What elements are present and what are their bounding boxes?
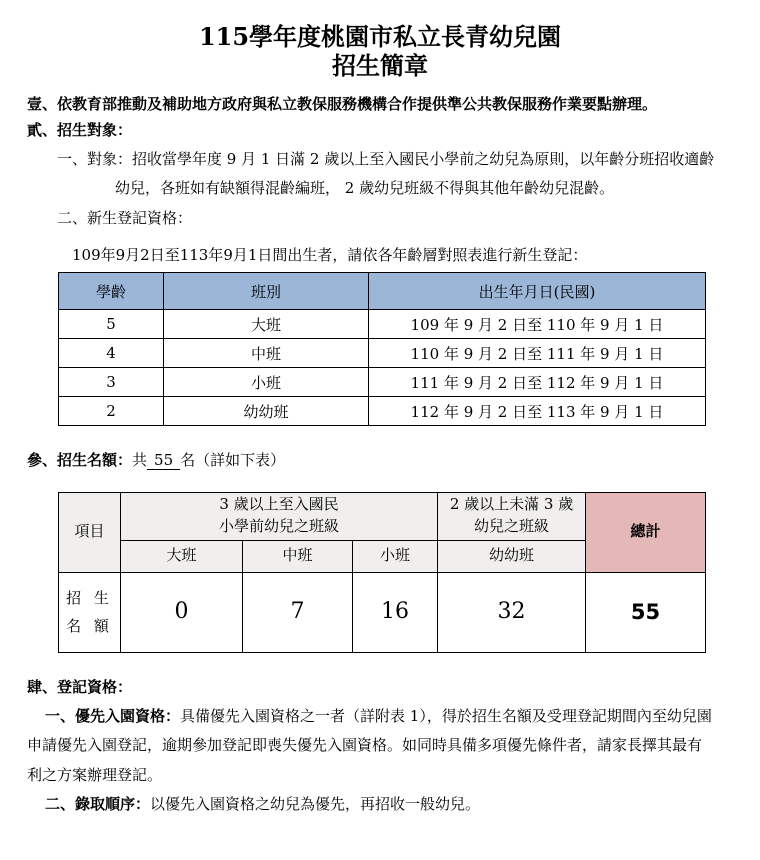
registration-item1-line1 bbox=[45, 706, 734, 727]
page-title-line1: 115學年度桃園市私立長青幼兒園 bbox=[198, 22, 562, 51]
dob-cell: 111 年 9 月 2 日至 112 年 9 月 1 日 bbox=[369, 368, 706, 397]
quota-group-header-row bbox=[59, 492, 706, 540]
page-title-line2: 招生簡章 bbox=[332, 51, 428, 81]
class-cell: 大班 bbox=[164, 310, 369, 339]
age-table-row bbox=[59, 397, 706, 426]
age-cell: 5 bbox=[59, 310, 164, 339]
subheader-dabn: 大班 bbox=[121, 540, 243, 572]
age-table-intro: 109年9月2日至113年9月1日間出生者，請依各年齡層對照表進行新生登記： bbox=[72, 246, 588, 265]
quota-values-row bbox=[59, 572, 706, 652]
section-2-item1-line1: 一、對象：招收當學年度 9 月 1 日滿 2 歲以上至入國民小學前之幼兒為原則，以年齡分班招收適齡 bbox=[57, 150, 715, 169]
class-cell: 中班 bbox=[164, 339, 369, 368]
quota-row-label-line1: 招 生 bbox=[66, 588, 113, 607]
registration-item2-prefix: 二、錄取順序： bbox=[45, 794, 151, 813]
section-2-heading: 貳、招生對象： bbox=[27, 120, 133, 139]
quota-group1-header bbox=[121, 492, 438, 540]
section-4-heading: 肆、登記資格： bbox=[27, 677, 133, 696]
document-body bbox=[0, 94, 760, 816]
quota-value-zhongban: 7 bbox=[243, 572, 353, 652]
age-cell: 2 bbox=[59, 397, 164, 426]
age-table-row bbox=[59, 339, 706, 368]
quota-word: 共 bbox=[132, 451, 148, 470]
class-cell: 幼幼班 bbox=[164, 397, 369, 426]
quota-row-label bbox=[59, 572, 121, 652]
age-table-row bbox=[59, 310, 706, 339]
dob-cell: 109 年 9 月 2 日至 110 年 9 月 1 日 bbox=[369, 310, 706, 339]
age-table-header-class: 班別 bbox=[164, 273, 369, 310]
age-table bbox=[58, 272, 706, 426]
quota-value-youyouban: 32 bbox=[438, 572, 586, 652]
page-title bbox=[0, 0, 760, 81]
section-3-heading bbox=[27, 450, 734, 471]
dob-cell: 112 年 9 月 2 日至 113 年 9 月 1 日 bbox=[369, 397, 706, 426]
age-cell: 4 bbox=[59, 339, 164, 368]
section-2-item2: 二、新生登記資格： bbox=[57, 208, 193, 227]
age-table-row bbox=[59, 368, 706, 397]
quota-total-header: 總計 bbox=[586, 492, 706, 572]
registration-item1-text1: 具備優先入園資格之一者（詳附表 1），得於招生名額及受理登記期間內至幼兒園 bbox=[180, 706, 712, 725]
age-table-header-age: 學齡 bbox=[59, 273, 164, 310]
quota-group1-line1: 3 歲以上至入國民 bbox=[219, 495, 339, 514]
dob-cell: 110 年 9 月 2 日至 111 年 9 月 1 日 bbox=[369, 339, 706, 368]
quota-item-header: 項目 bbox=[59, 492, 121, 572]
age-table-header-dob: 出生年月日(民國) bbox=[369, 273, 706, 310]
quota-value-xiaoban: 16 bbox=[353, 572, 438, 652]
quota-suffix: 名（詳如下表） bbox=[180, 451, 286, 470]
quota-total-value: 55 bbox=[586, 572, 706, 652]
class-cell: 小班 bbox=[164, 368, 369, 397]
subheader-youyou: 幼幼班 bbox=[438, 540, 586, 572]
registration-item2-text: 以優先入園資格之幼兒為優先，再招收一般幼兒。 bbox=[150, 794, 481, 813]
quota-row-label-line2: 名 額 bbox=[66, 617, 113, 636]
section-3-heading-prefix: 參、招生名額： bbox=[27, 451, 133, 470]
age-cell: 3 bbox=[59, 368, 164, 397]
quota-group1-line2: 小學前幼兒之班級 bbox=[219, 517, 340, 536]
section-1-heading: 壹、依教育部推動及補助地方政府與私立教保服務機構合作提供準公共教保服務作業要點辦理。 bbox=[27, 94, 658, 113]
quota-value-daban: 0 bbox=[121, 572, 243, 652]
quota-group2-header bbox=[438, 492, 586, 540]
registration-item1-prefix: 一、優先入園資格： bbox=[45, 706, 181, 725]
age-table-header-row bbox=[59, 273, 706, 310]
registration-item1-line3: 利之方案辦理登記。 bbox=[27, 765, 163, 784]
registration-item2 bbox=[45, 794, 734, 815]
section-2-item1-line2: 幼兒，各班如有缺額得混齡編班， 2 歲幼兒班級不得與其他年齡幼兒混齡。 bbox=[115, 179, 615, 198]
subheader-zhong: 中班 bbox=[243, 540, 353, 572]
quota-group2-line1: 2 歲以上未滿 3 歲 bbox=[449, 495, 574, 514]
subheader-xiao: 小班 bbox=[353, 540, 438, 572]
quota-group2-line2: 幼兒之班級 bbox=[474, 517, 550, 536]
registration-item1-line2: 申請優先入園登記，逾期參加登記即喪失優先入園資格。如同時具備多項優先條件者，請家長擇其最有 bbox=[27, 736, 703, 755]
quota-table bbox=[58, 492, 706, 653]
quota-total-inline: 55 bbox=[147, 451, 180, 470]
